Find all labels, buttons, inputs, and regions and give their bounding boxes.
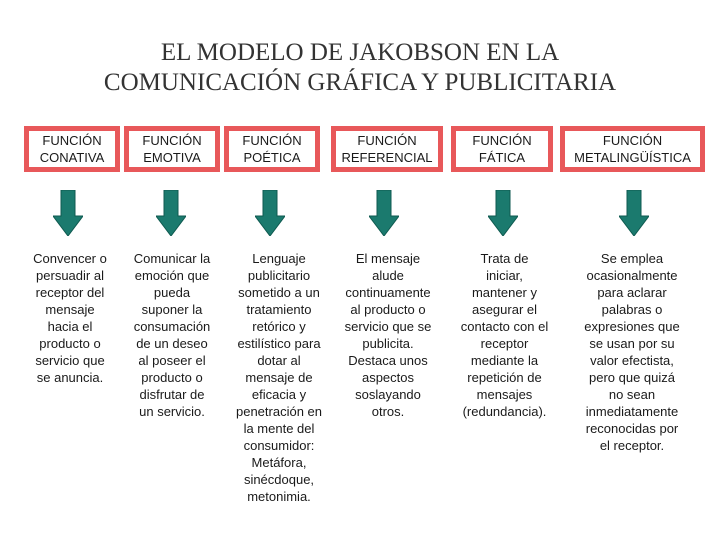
description-line: pero que quizá [588, 370, 675, 385]
down-arrow-icon [619, 190, 649, 236]
description-line: Se emplea [600, 251, 664, 266]
function-label-line: FUNCIÓN [42, 133, 102, 148]
description-line: al producto o [350, 302, 426, 317]
title-line-1: EL MODELO DE JAKOBSON EN LA [160, 39, 560, 66]
description-line: alude [372, 268, 404, 283]
function-label-line: REFERENCIAL [341, 150, 433, 165]
description-line: metonimia. [247, 489, 311, 504]
description-line: mensajes [476, 387, 533, 402]
down-arrow-icon [369, 190, 399, 236]
description-line: El mensaje [355, 251, 421, 266]
description-line: hacia el [47, 319, 93, 334]
description-line: soslayando [355, 387, 421, 402]
description-line: al poseer el [138, 353, 206, 368]
description-line: iniciar, [486, 268, 523, 283]
function-description-conativa [22, 250, 118, 386]
description-line: Lenguaje [252, 251, 306, 266]
function-description-emotiva [124, 250, 220, 420]
description-line: receptor [480, 336, 529, 351]
description-line: se usan por su [589, 336, 675, 351]
description-line: tratamiento [246, 302, 312, 317]
description-line: otros. [371, 404, 405, 419]
function-label-line: CONATIVA [39, 150, 105, 165]
description-line: sinécdoque, [243, 472, 315, 487]
description-line: el receptor. [599, 438, 665, 453]
description-line: palabras o [601, 302, 663, 317]
description-line: estilístico para [237, 336, 321, 351]
description-line: sometido a un [238, 285, 320, 300]
description-line: no sean [608, 387, 656, 402]
function-label-line: EMOTIVA [143, 150, 201, 165]
description-line: ocasionalmente [586, 268, 678, 283]
description-line: asegurar el [471, 302, 538, 317]
function-box-poetica [224, 126, 320, 172]
function-box-metalinguistica [560, 126, 705, 172]
description-line: Metáfora, [251, 455, 307, 470]
description-line: mensaje [45, 302, 95, 317]
function-label-line: POÉTICA [243, 150, 301, 165]
function-label-line: FUNCIÓN [472, 133, 532, 148]
function-label-line: FÁTICA [478, 150, 526, 165]
down-arrow-icon [488, 190, 518, 236]
description-line: producto o [39, 336, 101, 351]
description-line: penetración en [235, 404, 322, 419]
function-description-referencial [336, 250, 440, 420]
description-line: consumidor: [243, 438, 315, 453]
description-line: la mente del [243, 421, 315, 436]
description-line: emoción que [134, 268, 210, 283]
function-label-line: FUNCIÓN [242, 133, 302, 148]
description-line: Convencer o [33, 251, 107, 266]
description-line: producto o [141, 370, 203, 385]
down-arrow-icon [156, 190, 186, 236]
description-line: publicita. [362, 336, 414, 351]
description-line: continuamente [345, 285, 431, 300]
description-line: persuadir al [36, 268, 104, 283]
description-line: Comunicar la [133, 251, 211, 266]
description-line: mantener y [471, 285, 538, 300]
function-label-line: FUNCIÓN [357, 133, 417, 148]
description-line: repetición de [467, 370, 542, 385]
description-line: eficacia y [251, 387, 307, 402]
description-line: contacto con el [460, 319, 549, 334]
function-label-line: FUNCIÓN [142, 133, 202, 148]
title-line-2: COMUNICACIÓN GRÁFICA Y PUBLICITARIA [103, 69, 617, 96]
function-label-line: FUNCIÓN [602, 133, 663, 148]
description-line: Trata de [480, 251, 529, 266]
description-line: de un deseo [136, 336, 208, 351]
description-line: para aclarar [597, 285, 667, 300]
function-description-fatica [452, 250, 557, 420]
description-line: servicio que [35, 353, 105, 368]
description-line: mensaje de [245, 370, 313, 385]
description-line: retórico y [252, 319, 306, 334]
description-line: mediante la [470, 353, 539, 368]
page-title [0, 38, 720, 98]
function-box-referencial [331, 126, 443, 172]
description-line: valor efectista, [590, 353, 674, 368]
description-line: inmediatamente [585, 404, 679, 419]
function-box-fatica [451, 126, 553, 172]
description-line: dotar al [257, 353, 301, 368]
description-line: receptor del [35, 285, 105, 300]
description-line: aspectos [361, 370, 415, 385]
down-arrow-icon [53, 190, 83, 236]
description-line: consumación [133, 319, 211, 334]
description-line: pueda [153, 285, 191, 300]
description-line: disfrutar de [139, 387, 205, 402]
description-line: (redundancia). [462, 404, 547, 419]
function-box-emotiva [124, 126, 220, 172]
function-label-line: METALINGÜÍSTICA [574, 150, 691, 165]
description-line: suponer la [141, 302, 203, 317]
description-line: expresiones que [584, 319, 680, 334]
description-line: se anuncia. [36, 370, 104, 385]
function-description-metalinguistica [572, 250, 692, 454]
description-line: Destaca unos [348, 353, 428, 368]
description-line: un servicio. [139, 404, 205, 419]
function-description-poetica [230, 250, 328, 505]
down-arrow-icon [255, 190, 285, 236]
function-box-conativa [24, 126, 120, 172]
description-line: publicitario [247, 268, 311, 283]
description-line: reconocidas por [585, 421, 679, 436]
description-line: servicio que se [344, 319, 432, 334]
